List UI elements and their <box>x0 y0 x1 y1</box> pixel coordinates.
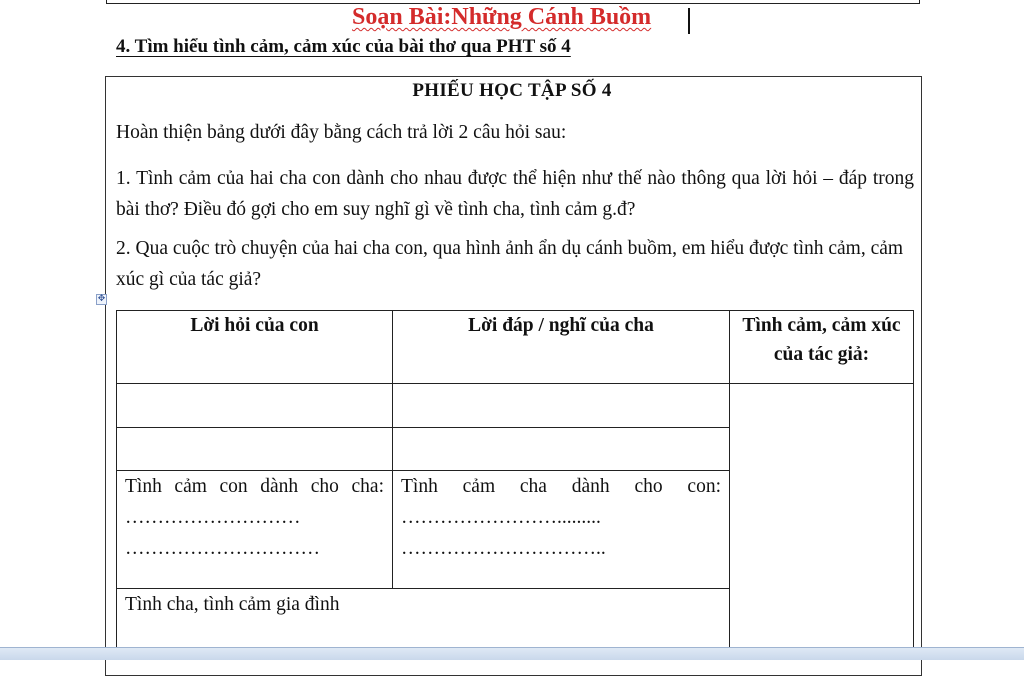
table-cell[interactable] <box>117 428 393 471</box>
child-feeling-label: Tình cảm con dành cho cha: <box>125 476 384 497</box>
move-handle-icon[interactable]: ✥ <box>97 294 106 304</box>
worksheet-instruction: Hoàn thiện bảng dưới đây bằng cách trả lời 2 câu hỏi sau: <box>116 122 567 143</box>
child-feeling-cell[interactable] <box>117 471 393 589</box>
header-father-answer: Lời đáp / nghĩ của cha <box>393 311 730 384</box>
father-feeling-dots-2: ………………………….. <box>401 538 606 559</box>
question-1: 1. Tình cảm của hai cha con dành cho nhau được thể hiện như thế nào thông qua lời hỏi – đáp trong bài thơ? Điều đó gợi cho em suy nghĩ gì về tình cha, tình cảm g.đ? <box>116 168 914 220</box>
table-header-row <box>117 311 914 384</box>
table-row <box>117 384 914 428</box>
child-feeling-dots: ……………………… <box>125 507 301 528</box>
author-feeling-cell[interactable] <box>730 384 914 659</box>
table-cell[interactable] <box>393 384 730 428</box>
child-feeling-dots-2: ………………………… <box>125 538 320 559</box>
document-title: Soạn Bài:Những Cánh Buồm <box>352 4 652 30</box>
father-feeling-cell[interactable] <box>393 471 730 589</box>
status-bar <box>0 647 1024 660</box>
header-author-feeling: Tình cảm, cảm xúc của tác giả: <box>730 311 914 384</box>
father-feeling-label: Tình cảm cha dành cho con: <box>401 476 721 497</box>
table-cell[interactable] <box>393 428 730 471</box>
section-heading: 4. Tìm hiểu tình cảm, cảm xúc của bài thơ qua PHT số 4 <box>116 36 571 57</box>
family-feeling-label: Tình cha, tình cảm gia đình <box>125 594 340 615</box>
text-cursor <box>688 8 690 34</box>
question-2: 2. Qua cuộc trò chuyện của hai cha con, qua hình ảnh ẩn dụ cánh buồm, em hiểu được tình cảm, cảm xúc gì của tác giả? <box>116 238 904 290</box>
father-feeling-dots: ……………………......... <box>401 507 601 528</box>
table-cell[interactable] <box>117 384 393 428</box>
header-child-question: Lời hỏi của con <box>117 311 393 384</box>
worksheet-title: PHIẾU HỌC TẬP SỐ 4 <box>412 80 612 101</box>
worksheet-table <box>116 310 914 659</box>
